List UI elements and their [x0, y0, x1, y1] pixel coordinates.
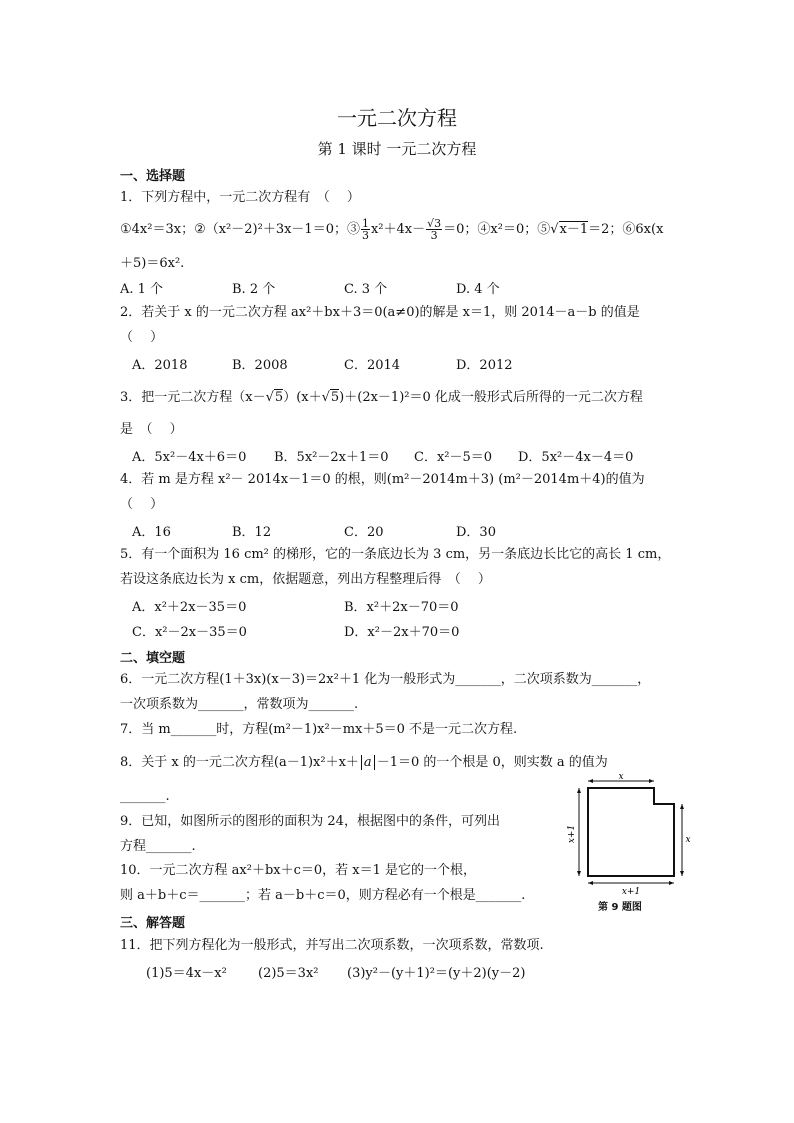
- q1-frac1: $\frac{1}{3}$: [361, 217, 369, 242]
- q2-option-b: B．2008: [232, 358, 288, 373]
- q11-part-1: (1)5＝4x－x²: [146, 966, 227, 981]
- q5-stem-cont: 若设这条底边长为 x cm，依据题意，列出方程整理后得 （ ）: [120, 572, 491, 587]
- q7: 7．当 m_______时，方程(m²－1)x²－mx＋5＝0 不是一元二次方程.: [120, 722, 518, 737]
- q1-option-b: B. 2 个: [232, 282, 276, 297]
- q10-line1: 10．一元二次方程 ax²＋bx＋c＝0，若 x＝1 是它的一个根，: [120, 863, 477, 878]
- q1-option-a: A. 1 个: [120, 282, 164, 297]
- q1-items-d: ＝2；⑥6x(x: [588, 222, 664, 237]
- q6-line2: 一次项系数为_______，常数项为_______.: [120, 697, 359, 712]
- label-right: x: [685, 835, 691, 845]
- q4-option-c: C．20: [344, 525, 384, 540]
- q2-paren: （ ）: [120, 330, 164, 345]
- page-title: 一元二次方程: [337, 106, 457, 130]
- q4-option-d: D．30: [456, 525, 496, 540]
- q3-option-d: D．5x²－4x－4＝0: [518, 450, 634, 465]
- q9-line1: 9．已知，如图所示的图形的面积为 24，根据图中的条件，可列出: [120, 814, 500, 829]
- q4-stem: 4．若 m 是方程 x²－ 2014x－1＝0 的根，则(m²－2014m＋3) (m²－2014m＋4)的值为: [120, 472, 645, 487]
- q4-paren: （ ）: [120, 497, 164, 512]
- label-bottom: x+1: [621, 887, 641, 897]
- q2-option-d: D．2012: [456, 358, 513, 373]
- section-choice: 一、选择题: [120, 169, 186, 184]
- q9-figure: [567, 772, 692, 906]
- arrow-icon: [588, 881, 593, 885]
- q1-stem: 1．下列方程中，一元二次方程有 （ ）: [120, 190, 360, 205]
- q6-line1: 6．一元二次方程(1＋3x)(x－3)＝2x²＋1 化为一般形式为_______，二次项系数为_______，: [120, 672, 651, 687]
- arrow-icon: [577, 788, 581, 793]
- figure-shape: [588, 788, 674, 876]
- q4-option-a: A．16: [132, 525, 171, 540]
- q4-option-b: B．12: [232, 525, 272, 540]
- label-left: x+1: [567, 824, 577, 844]
- q1-items-b: x²＋4x－: [370, 222, 426, 237]
- q2-option-a: A．2018: [132, 358, 188, 373]
- lesson-subtitle: 第 1 课时 一元二次方程: [317, 140, 477, 158]
- q1-sqrt: x－1: [559, 222, 589, 237]
- q9-line2: 方程_______.: [120, 839, 196, 854]
- q1-frac2: $\frac{√3}{3}$: [427, 217, 442, 242]
- q1-items-cont: ＋5)＝6x².: [120, 256, 185, 271]
- arrow-icon: [588, 779, 593, 783]
- q1-items-c: ＝0；④x²＝0；⑤: [443, 222, 551, 237]
- arrow-icon: [649, 779, 654, 783]
- label-top: x: [618, 772, 624, 782]
- q8-line1: 8．关于 x 的一元二次方程(a－1)x²＋x＋ a －1＝0 的一个根是 0，则实数 a 的值为: [120, 755, 608, 770]
- q3-option-c: C．x²－5＝0: [414, 450, 493, 465]
- q2-option-c: C．2014: [344, 358, 401, 373]
- figure-caption: 第 9 题图: [598, 902, 642, 913]
- q3-option-a: A．5x²－4x＋6＝0: [132, 450, 247, 465]
- q5-option-a: A．x²＋2x－35＝0: [132, 600, 247, 615]
- section-answer: 三、解答题: [120, 916, 186, 931]
- q1-items-a: ①4x²＝3x；②（x²－2)²＋3x－1＝0；③: [120, 222, 360, 237]
- q1-option-c: C. 3 个: [344, 282, 388, 297]
- q1-items: ①4x²＝3x；②（x²－2)²＋3x－1＝0；③ $\frac{1}{3}$ x²＋4x－ $\frac{√3}{3}$ ＝0；④x²＝0；⑤√x－1＝2；⑥6x(x: [120, 217, 664, 242]
- q2-stem: 2．若关于 x 的一元二次方程 ax²＋bx＋3＝0(a≠0)的解是 x＝1，则 2014－a－b 的值是: [120, 305, 640, 320]
- q5-option-d: D．x²－2x＋70＝0: [344, 625, 460, 640]
- q5-option-c: C．x²－2x－35＝0: [132, 625, 247, 640]
- q8-line2: _______.: [120, 789, 170, 804]
- q1-option-d: D. 4 个: [456, 282, 500, 297]
- arrow-icon: [680, 804, 684, 809]
- q3-stem-cont: 是 （ ）: [120, 422, 183, 437]
- q11-part-3: (3)y²－(y＋1)²＝(y＋2)(y－2): [347, 966, 526, 981]
- arrow-icon: [577, 871, 581, 876]
- q11-stem: 11．把下列方程化为一般形式，并写出二次项系数，一次项系数，常数项.: [120, 938, 544, 953]
- arrow-icon: [669, 881, 674, 885]
- q3-stem: 3．把一元二次方程（x－√5）(x＋√5)＋(2x－1)²＝0 化成一般形式后所得的一元二次方程: [120, 390, 643, 405]
- arrow-icon: [680, 871, 684, 876]
- q11-part-2: (2)5＝3x²: [258, 966, 319, 981]
- q5-stem: 5．有一个面积为 16 cm² 的梯形，它的一条底边长为 3 cm，另一条底边长比它的高长 1 cm，: [120, 547, 671, 562]
- q5-option-b: B．x²＋2x－70＝0: [344, 600, 459, 615]
- q3-option-b: B．5x²－2x＋1＝0: [274, 450, 389, 465]
- section-fill: 二、填空题: [120, 651, 186, 666]
- q10-line2: 则 a＋b＋c＝_______；若 a－b＋c＝0，则方程必有一个根是_______.: [120, 888, 526, 903]
